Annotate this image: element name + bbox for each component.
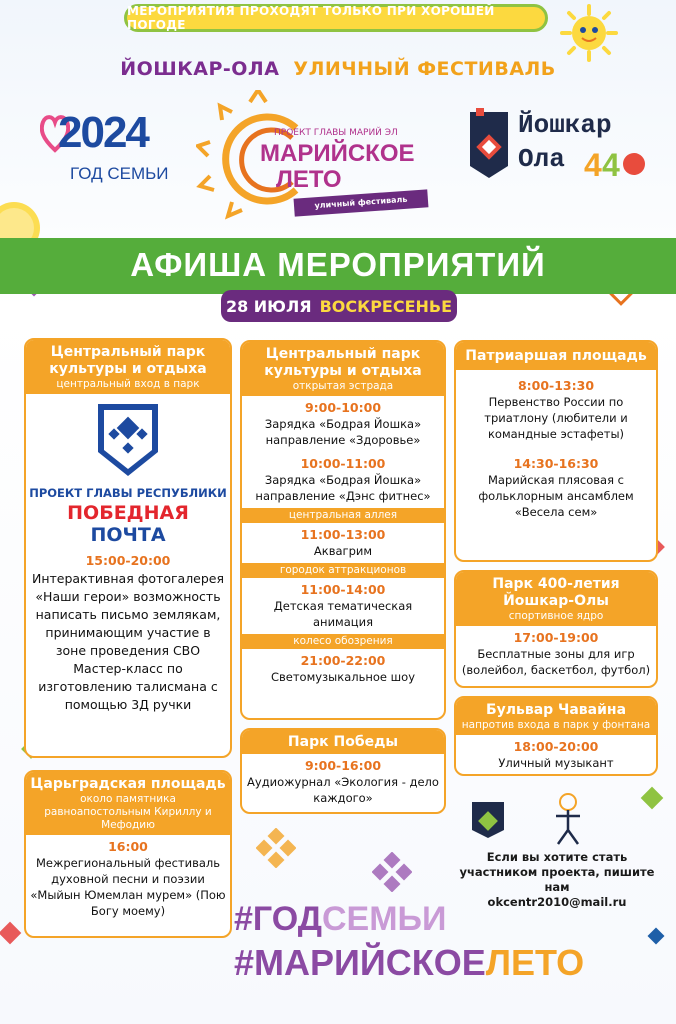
event-block <box>456 370 656 446</box>
city-emblem-icon <box>466 106 512 182</box>
card-title: Центральный парк культуры и отдыха <box>264 346 422 379</box>
victory-mail-emblem-icon <box>93 400 163 480</box>
event-time: 17:00-19:00 <box>513 630 599 645</box>
location-strip: городок аттракционов <box>242 563 444 578</box>
hashtag-part: #МАРИЙСКОЕ <box>234 942 486 983</box>
event-description: Марийская плясовая с фольклорным ансамблем «Весела сем» <box>478 473 634 519</box>
weather-notice-banner: МЕРОПРИЯТИЯ ПРОХОДЯТ ТОЛЬКО ПРИ ХОРОШЕЙ ПОГОДЕ <box>124 4 548 32</box>
summer-project-label: ПРОЕКТ ГЛАВЫ МАРИЙ ЭЛ <box>274 128 398 138</box>
event-description: Уличный музыкант <box>498 756 614 770</box>
festival-title <box>0 58 676 80</box>
sun-mascot-icon <box>560 4 618 62</box>
card-note: около памятника равноапостольным Кириллу и Мефодию <box>44 793 212 831</box>
year-of-family-logo <box>40 108 170 198</box>
event-description: Бесплатные зоны для игр (волейбол, баскетбол, футбол) <box>461 647 651 677</box>
location-strip: центральная аллея <box>242 508 444 523</box>
city-logo-line2: Ола <box>518 144 565 174</box>
card-note: спортивное ядро <box>508 610 604 622</box>
hashtag-part: СЕМЬИ <box>321 900 447 938</box>
hashtag-year-of-family <box>234 900 446 939</box>
city-name: ЙОШКАР-ОЛА <box>120 58 280 80</box>
event-description: Первенство России по триатлону (любители и командные эстафеты) <box>484 395 628 441</box>
card-victory-park <box>240 728 446 814</box>
event-block <box>242 649 444 689</box>
card-title: Центральный парк культуры и отдыха <box>49 344 207 377</box>
event-time: 11:00-13:00 <box>300 527 386 542</box>
mascot-figure-icon <box>548 792 588 846</box>
card-patriarch-square <box>454 340 658 562</box>
hashtag-part: ЛЕТО <box>485 942 585 983</box>
card-central-park-stage <box>240 340 446 720</box>
year-number: 2024 <box>58 108 148 157</box>
promo-project-label: ПРОЕКТ ГЛАВЫ РЕСПУБЛИКИ <box>29 486 227 500</box>
event-time: 11:00-14:00 <box>300 582 386 597</box>
event-time: 15:00-20:00 <box>85 553 171 568</box>
card-chavain-boulevard <box>454 696 658 776</box>
main-title: АФИША МЕРОПРИЯТИЙ <box>130 246 546 283</box>
card-title: Бульвар Чавайна <box>485 702 627 718</box>
anniversary-400-icon <box>584 146 650 182</box>
event-block <box>242 523 444 563</box>
date-day: 28 ИЮЛЯ <box>225 296 312 316</box>
event-time: 16:00 <box>108 839 148 854</box>
location-strip: колесо обозрения <box>242 634 444 649</box>
event-time: 10:00-11:00 <box>300 456 386 471</box>
card-title: Патриаршая площадь <box>465 348 647 364</box>
event-time: 9:00-10:00 <box>304 400 382 415</box>
event-time: 21:00-22:00 <box>300 653 386 668</box>
hashtag-part: #ГОД <box>234 900 322 938</box>
svg-text:4: 4 <box>584 147 602 182</box>
event-description: Межрегиональный фестиваль духовной песни и поэзии «Мыйын Юмемлан мурем» (Пою Богу моему) <box>30 856 226 918</box>
ornament-icon <box>256 828 296 868</box>
card-note: напротив входа в парк у фонтана <box>461 719 651 731</box>
event-description: Зарядка «Бодрая Йошка» направление «Здоровье» <box>264 417 422 447</box>
ornament-icon <box>372 852 412 892</box>
summer-name-line1: МАРИЙСКОЕ <box>260 140 415 167</box>
card-title: Парк Победы <box>287 734 399 750</box>
event-block <box>456 446 656 524</box>
event-time: 9:00-16:00 <box>304 758 382 773</box>
city-logo-line1: Йошкар <box>518 110 612 140</box>
card-tsargrad-square <box>24 770 232 938</box>
hashtag-marii-summer <box>234 942 584 984</box>
yoshkar-ola-logo <box>466 106 656 186</box>
date-pill <box>221 290 457 322</box>
year-subtitle: ГОД СЕМЬИ <box>70 164 169 183</box>
summer-ribbon: уличный фестиваль <box>294 189 429 216</box>
card-central-park-entrance <box>24 338 232 758</box>
card-note: центральный вход в парк <box>56 378 200 390</box>
card-note: открытая эстрада <box>292 380 394 392</box>
card-title: Царьградская площадь <box>30 776 226 792</box>
festival-name: УЛИЧНЫЙ ФЕСТИВАЛЬ <box>293 58 556 80</box>
event-description: Аквагрим <box>313 544 373 558</box>
yo-emblem-icon <box>470 800 506 840</box>
contact-text: Если вы хотите стать участником проекта, пишите нам <box>459 850 655 894</box>
contact-block <box>455 850 659 910</box>
event-description: Зарядка «Бодрая Йошка» направление «Дэнс фитнес» <box>255 473 431 503</box>
svg-text:4: 4 <box>602 147 620 182</box>
event-description: Интерактивная фотогалерея «Наши герои» возможность написать письмо землякам, принимающим участие в зоне проведения СВО Мастер-класс по изготовлению талисмана с помощью 3Д ручки <box>31 571 225 712</box>
summer-name-line2: ЛЕТО <box>276 166 342 193</box>
event-time: 14:30-16:30 <box>513 456 599 471</box>
event-time: 8:00-13:30 <box>517 378 595 393</box>
event-time: 18:00-20:00 <box>513 739 599 754</box>
event-block <box>242 578 444 634</box>
event-description: Аудиожурнал «Экология - дело каждого» <box>247 775 439 805</box>
date-weekday: ВОСКРЕСЕНЬЕ <box>319 296 453 316</box>
contact-email-link[interactable]: okcentr2010@mail.ru <box>487 895 627 909</box>
card-title: Парк 400-летия Йошкар-Олы <box>492 576 620 609</box>
marii-summer-logo <box>196 90 426 220</box>
promo-name-line2: ПОЧТА <box>90 524 166 546</box>
event-block <box>242 452 444 508</box>
event-description: Детская тематическая анимация <box>273 599 413 629</box>
card-park-400 <box>454 570 658 688</box>
main-title-band <box>0 238 676 294</box>
event-block <box>242 396 444 452</box>
event-description: Светомузыкальное шоу <box>270 670 416 684</box>
promo-name-line1: ПОБЕДНАЯ <box>67 502 189 524</box>
